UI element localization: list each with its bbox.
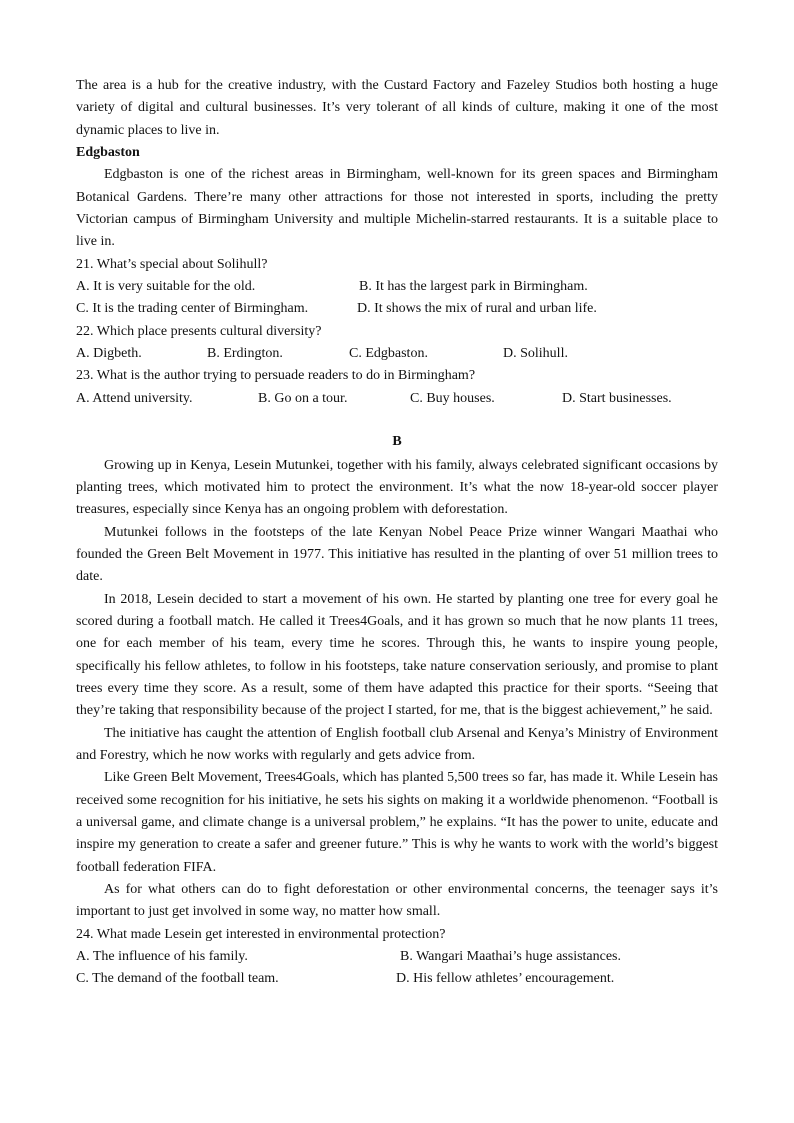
question-21-option-b: B. It has the largest park in Birmingham.: [359, 279, 588, 295]
section-b-label: B: [392, 434, 402, 450]
question-22-options: [76, 343, 718, 365]
exam-page: [76, 75, 718, 991]
passage-b-paragraph-6: As for what others can do to fight deforestation or other environmental concerns, the teenager says it’s important to just get involved in some way, no matter how small.: [76, 882, 718, 920]
question-23-option-a: A. Attend university.: [76, 390, 193, 406]
passage-b-paragraph-4: The initiative has caught the attention of English football club Arsenal and Kenya’s Ministry of Environment and Forestry, which he now works with regularly and gets advice from.: [76, 725, 718, 763]
question-22-option-a: A. Digbeth.: [76, 346, 142, 362]
question-23-option-c: C. Buy houses.: [410, 390, 495, 406]
question-24-option-b: B. Wangari Maathai’s huge assistances.: [400, 949, 622, 965]
question-21-options-row-2: [76, 298, 718, 320]
question-22-option-c: C. Edgbaston.: [349, 346, 428, 362]
edgbaston-heading: Edgbaston: [76, 145, 140, 161]
question-23-option-b: B. Go on a tour.: [258, 390, 348, 406]
passage-b-paragraph-1: Growing up in Kenya, Lesein Mutunkei, together with his family, always celebrated significant occasions by planting trees, which motivated him to protect the environment. It’s what the now 18-year-old soccer player treasures, especially since Kenya has an ongoing problem with deforestation.: [76, 457, 718, 518]
passage-b-paragraph-5: Like Green Belt Movement, Trees4Goals, which has planted 5,500 trees so far, has made it. While Lesein has received some recognition for his initiative, he sets his sights on making it a worldwide phenomenon. “Football is a universal game, and climate change is a universal problem,” he explains. “It has the power to unite, educate and inspire my generation to create a safer and greener future.” This is why he wants to work with the world’s biggest football federation FIFA.: [76, 770, 718, 875]
question-24-options-row-1: [76, 946, 718, 968]
question-22-option-d: D. Solihull.: [503, 346, 568, 362]
passage-b-paragraph-2: Mutunkei follows in the footsteps of the late Kenyan Nobel Peace Prize winner Wangari Maathai who founded the Green Belt Movement in 1977. This initiative has resulted in the planting of over 51 million trees to date.: [76, 524, 718, 585]
intro-paragraph: The area is a hub for the creative industry, with the Custard Factory and Fazeley Studios both hosting a huge variety of digital and cultural businesses. It’s very tolerant of all kinds of culture, making it one of the most dynamic places to live in.: [76, 78, 718, 138]
question-21-option-a: A. It is very suitable for the old.: [76, 279, 256, 295]
question-23-options: [76, 388, 718, 410]
question-23-stem: 23. What is the author trying to persuade readers to do in Birmingham?: [76, 368, 476, 384]
question-21-stem: 21. What’s special about Solihull?: [76, 256, 268, 272]
question-24-option-c: C. The demand of the football team.: [76, 971, 279, 987]
question-22-option-b: B. Erdington.: [207, 346, 283, 362]
edgbaston-paragraph: Edgbaston is one of the richest areas in Birmingham, well-known for its green spaces and Birmingham Botanical Gardens. There’re many other attractions for those not interested in sports, including the pretty Victorian campus of Birmingham University and multiple Michelin-starred restaurants. It is a suitable place to live in.: [76, 167, 718, 250]
passage-b-paragraph-3: In 2018, Lesein decided to start a movement of his own. He started by planting one tree for every goal he scored during a football match. He called it Trees4Goals, and it has grown so much that he now plants 11 trees, one for each member of his team, every time he scores. Through this, he wants to inspire young people, specifically his fellow athletes, to follow in his footsteps, take nature conservation seriously, and promise to plant trees every time they score. As a result, some of them have adapted this practice for their sports. “Seeing that they’re taking that responsibility because of the project I started, for me, that is the biggest achievement,” he said.: [76, 591, 718, 719]
question-22-stem: 22. Which place presents cultural diversity?: [76, 323, 322, 339]
question-23-option-d: D. Start businesses.: [562, 390, 672, 406]
question-24-options-row-2: [76, 968, 718, 990]
question-24-stem: 24. What made Lesein get interested in environmental protection?: [76, 926, 446, 942]
question-24-option-a: A. The influence of his family.: [76, 949, 248, 965]
question-21-options-row-1: [76, 276, 718, 298]
question-21-option-d: D. It shows the mix of rural and urban life.: [357, 301, 597, 317]
question-24-option-d: D. His fellow athletes’ encouragement.: [396, 971, 615, 987]
question-21-option-c: C. It is the trading center of Birmingham.: [76, 301, 309, 317]
